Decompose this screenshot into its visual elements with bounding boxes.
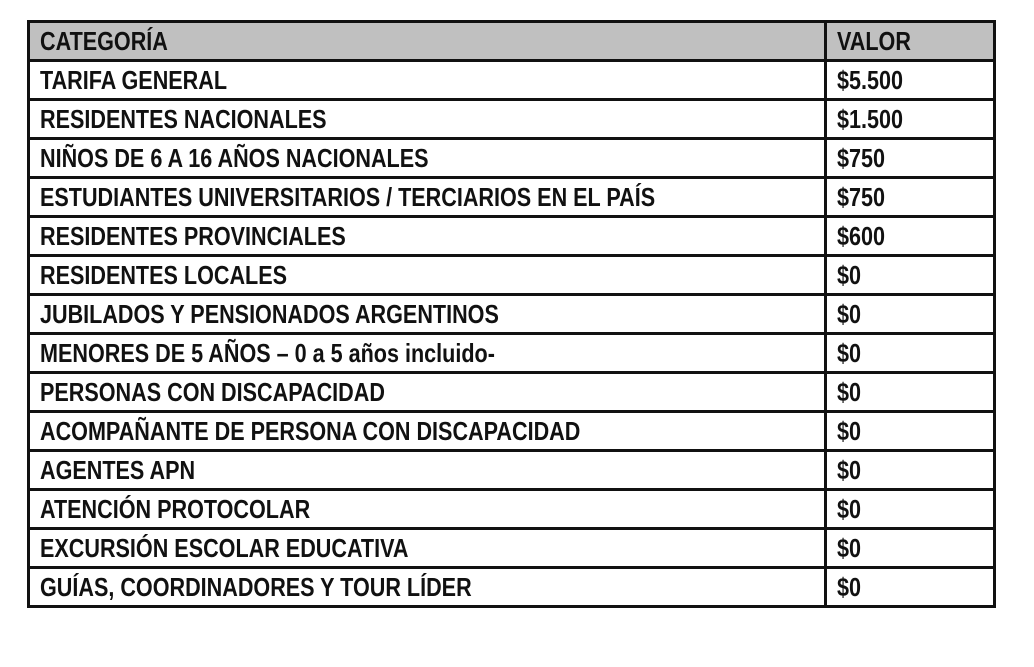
table-row [29, 412, 995, 451]
value-text: $0 [837, 259, 862, 290]
table-row [29, 256, 995, 295]
value-cell [826, 256, 995, 295]
value-cell [826, 334, 995, 373]
category-text: NIÑOS DE 6 A 16 AÑOS NACIONALES [40, 142, 429, 173]
table-row [29, 61, 995, 100]
value-cell [826, 295, 995, 334]
category-cell [29, 568, 826, 607]
table-row [29, 295, 995, 334]
value-text: $0 [837, 532, 862, 563]
value-text: $0 [837, 454, 862, 485]
value-text: $750 [837, 181, 886, 212]
table-header-row [29, 22, 995, 61]
category-text: RESIDENTES PROVINCIALES [40, 220, 346, 251]
category-text: JUBILADOS Y PENSIONADOS ARGENTINOS [40, 298, 499, 329]
header-value-label: VALOR [837, 25, 911, 56]
category-cell [29, 490, 826, 529]
value-text: $600 [837, 220, 886, 251]
header-value [826, 22, 995, 61]
category-cell [29, 61, 826, 100]
category-text: PERSONAS CON DISCAPACIDAD [40, 376, 385, 407]
value-text: $0 [837, 337, 862, 368]
fare-table [27, 20, 996, 608]
value-text: $1.500 [837, 103, 904, 134]
header-category [29, 22, 826, 61]
value-text: $0 [837, 376, 862, 407]
value-text: $0 [837, 571, 862, 602]
category-text: ACOMPAÑANTE DE PERSONA CON DISCAPACIDAD [40, 415, 581, 446]
value-cell [826, 178, 995, 217]
category-cell [29, 100, 826, 139]
category-text: RESIDENTES NACIONALES [40, 103, 327, 134]
value-cell [826, 529, 995, 568]
value-text: $5.500 [837, 64, 904, 95]
value-cell [826, 568, 995, 607]
table-row [29, 217, 995, 256]
category-text: ESTUDIANTES UNIVERSITARIOS / TERCIARIOS EN EL PAÍS [40, 181, 656, 212]
table-row [29, 178, 995, 217]
value-cell [826, 490, 995, 529]
category-text: MENORES DE 5 AÑOS – 0 a 5 años incluido- [40, 337, 495, 368]
category-text: EXCURSIÓN ESCOLAR EDUCATIVA [40, 532, 409, 563]
value-cell [826, 373, 995, 412]
table-row [29, 100, 995, 139]
category-cell [29, 139, 826, 178]
value-cell [826, 412, 995, 451]
category-cell [29, 256, 826, 295]
category-cell [29, 373, 826, 412]
value-cell [826, 217, 995, 256]
category-text: ATENCIÓN PROTOCOLAR [40, 493, 311, 524]
value-cell [826, 61, 995, 100]
category-text: AGENTES APN [40, 454, 196, 485]
category-cell [29, 217, 826, 256]
table-row [29, 139, 995, 178]
value-cell [826, 100, 995, 139]
category-cell [29, 451, 826, 490]
table-row [29, 529, 995, 568]
value-text: $0 [837, 298, 862, 329]
value-text: $0 [837, 415, 862, 446]
category-text: TARIFA GENERAL [40, 64, 228, 95]
category-cell [29, 334, 826, 373]
category-text: GUÍAS, COORDINADORES Y TOUR LÍDER [40, 571, 472, 602]
table-row [29, 568, 995, 607]
table-row [29, 373, 995, 412]
category-cell [29, 178, 826, 217]
value-text: $750 [837, 142, 886, 173]
table-row [29, 334, 995, 373]
value-cell [826, 451, 995, 490]
table-row [29, 490, 995, 529]
category-cell [29, 529, 826, 568]
value-cell [826, 139, 995, 178]
header-category-label: CATEGORÍA [40, 25, 168, 56]
category-text: RESIDENTES LOCALES [40, 259, 288, 290]
category-cell [29, 412, 826, 451]
category-cell [29, 295, 826, 334]
value-text: $0 [837, 493, 862, 524]
table-row [29, 451, 995, 490]
